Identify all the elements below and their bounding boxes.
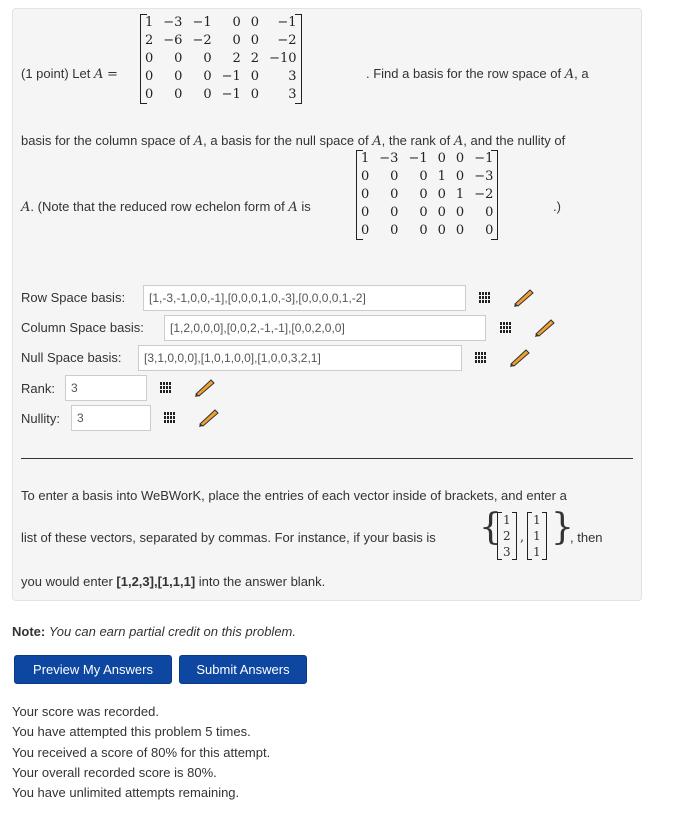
- rank-input[interactable]: 3: [65, 375, 147, 401]
- var-a: A: [94, 67, 104, 82]
- equation-editor-icon[interactable]: [163, 412, 175, 423]
- status-overall: Your overall recorded score is 80%.: [12, 764, 217, 780]
- matrix-entry: 0: [437, 223, 446, 238]
- pencil-icon[interactable]: [197, 407, 221, 427]
- matrix-entry: −3: [163, 15, 183, 30]
- matrix-entry: 0: [232, 33, 241, 48]
- matrix-entry: 0: [361, 205, 370, 220]
- matrix-entry: 3: [288, 69, 297, 84]
- matrix-entry: 2: [232, 51, 241, 66]
- matrix-row: [140, 50, 302, 68]
- matrix-entry: −2: [474, 187, 494, 202]
- matrix-entry: 0: [455, 223, 465, 238]
- matrix-entry: −1: [221, 69, 241, 84]
- vector-entry: 1: [533, 529, 541, 543]
- matrix-entry: 1: [361, 151, 370, 166]
- null-space-label: Null Space basis:: [21, 350, 122, 365]
- matrix-entry: 0: [390, 223, 399, 238]
- vector-entry: 2: [503, 529, 511, 543]
- equation-editor-icon[interactable]: [499, 322, 511, 333]
- matrix-entry: 0: [419, 187, 428, 202]
- equation-editor-icon[interactable]: [474, 352, 486, 363]
- matrix-entry: 0: [455, 151, 465, 166]
- vector-entry: 1: [503, 513, 511, 527]
- vector-entry: 3: [503, 545, 511, 559]
- matrix-entry: 1: [455, 187, 465, 202]
- pencil-icon[interactable]: [508, 347, 532, 367]
- vector-comma: ,: [520, 530, 525, 545]
- nullity-label: Nullity:: [21, 411, 61, 426]
- help-line1: To enter a basis into WeBWorK, place the entries of each vector inside of brackets, and enter a: [21, 488, 567, 503]
- matrix-a: [140, 14, 302, 104]
- matrix-entry: 0: [361, 223, 370, 238]
- matrix-entry: 0: [145, 87, 154, 102]
- preview-answers-button[interactable]: Preview My Answers: [14, 655, 172, 684]
- row-space-label: Row Space basis:: [21, 290, 126, 305]
- matrix-rref: [356, 150, 498, 240]
- partial-credit-note: Note: You can earn partial credit on this problem.: [12, 624, 296, 639]
- find-text: . Find a basis for the row space of A, a: [366, 66, 589, 82]
- equation-editor-icon[interactable]: [159, 382, 171, 393]
- matrix-entry: −2: [277, 33, 297, 48]
- matrix-row: [140, 86, 302, 104]
- matrix-entry: 0: [390, 205, 399, 220]
- status-received: You received a score of 80% for this attempt.: [12, 744, 271, 760]
- matrix-row: [140, 68, 302, 86]
- example-vector-1: [497, 512, 517, 560]
- pencil-icon[interactable]: [512, 287, 536, 307]
- matrix-entry: 0: [174, 87, 183, 102]
- status-recorded: Your score was recorded.: [12, 704, 159, 719]
- line2-text: basis for the column space of A, a basis for the null space of A, the rank of A, and the nullity of: [21, 133, 566, 149]
- help-line3: you would enter [1,2,3],[1,1,1] into the answer blank.: [21, 574, 326, 589]
- matrix-entry: 0: [250, 33, 260, 48]
- status-attempted: You have attempted this problem 5 times.: [12, 724, 251, 740]
- matrix-entry: 0: [485, 223, 494, 238]
- matrix-entry: 0: [419, 169, 428, 184]
- note-close: .): [553, 199, 561, 214]
- matrix-row: [140, 32, 302, 50]
- matrix-entry: 0: [174, 69, 183, 84]
- matrix-entry: 0: [203, 51, 212, 66]
- matrix-entry: −2: [192, 33, 212, 48]
- matrix-entry: 0: [361, 169, 370, 184]
- matrix-entry: 0: [437, 205, 446, 220]
- matrix-entry: −1: [277, 15, 297, 30]
- matrix-entry: −1: [221, 87, 241, 102]
- col-space-label: Column Space basis:: [21, 320, 144, 335]
- matrix-entry: −1: [474, 151, 494, 166]
- matrix-entry: 0: [203, 87, 212, 102]
- matrix-row: [356, 186, 498, 204]
- submit-answers-button[interactable]: Submit Answers: [179, 655, 307, 684]
- note-rref-text: A. (Note that the reduced row echelon form of A is: [21, 199, 311, 215]
- matrix-entry: −10: [269, 51, 297, 66]
- matrix-entry: 1: [437, 169, 446, 184]
- matrix-entry: 1: [145, 15, 154, 30]
- matrix-entry: 2: [250, 51, 260, 66]
- matrix-entry: 0: [455, 205, 465, 220]
- row-space-input[interactable]: [1,-3,-1,0,0,-1],[0,0,0,1,0,-3],[0,0,0,0,1,-2]: [143, 285, 466, 311]
- col-space-input[interactable]: [1,2,0,0,0],[0,0,2,-1,-1],[0,0,2,0,0]: [164, 315, 486, 341]
- matrix-row: [356, 204, 498, 222]
- matrix-entry: −1: [192, 15, 212, 30]
- example-vector-2: [527, 512, 547, 560]
- matrix-row: [356, 222, 498, 240]
- matrix-entry: 3: [288, 87, 297, 102]
- matrix-entry: 0: [390, 169, 399, 184]
- matrix-entry: −1: [408, 151, 428, 166]
- matrix-entry: 2: [145, 33, 154, 48]
- matrix-entry: 0: [419, 223, 428, 238]
- vector-entry: 1: [533, 513, 541, 527]
- matrix-entry: 0: [250, 69, 260, 84]
- matrix-entry: 0: [485, 205, 494, 220]
- vector-entry: 1: [533, 545, 541, 559]
- help-line2: list of these vectors, separated by commas. For instance, if your basis is: [21, 530, 436, 545]
- matrix-entry: 0: [390, 187, 399, 202]
- null-space-input[interactable]: [3,1,0,0,0],[1,0,1,0,0],[1,0,0,3,2,1]: [138, 345, 462, 371]
- matrix-entry: 0: [419, 205, 428, 220]
- matrix-entry: 0: [203, 69, 212, 84]
- nullity-input[interactable]: 3: [71, 405, 151, 431]
- divider: [21, 458, 633, 459]
- status-remaining: You have unlimited attempts remaining.: [12, 785, 240, 801]
- matrix-entry: 0: [250, 87, 260, 102]
- points-text: (1 point) Let A =: [21, 66, 118, 82]
- matrix-entry: 0: [250, 15, 260, 30]
- help-then: , then: [570, 530, 603, 545]
- pencil-icon[interactable]: [193, 377, 217, 397]
- matrix-row: [356, 168, 498, 186]
- set-close-brace: }: [551, 507, 574, 548]
- matrix-entry: −6: [163, 33, 183, 48]
- set-open-brace: {: [479, 507, 502, 548]
- matrix-entry: −3: [474, 169, 494, 184]
- matrix-entry: 0: [361, 187, 370, 202]
- score-status: [12, 702, 270, 803]
- rank-label: Rank:: [21, 381, 55, 396]
- matrix-entry: 0: [174, 51, 183, 66]
- matrix-entry: 0: [437, 187, 446, 202]
- matrix-entry: 0: [145, 69, 154, 84]
- matrix-entry: 0: [455, 169, 465, 184]
- matrix-row: [356, 150, 498, 168]
- matrix-entry: −3: [379, 151, 399, 166]
- matrix-entry: 0: [232, 15, 241, 30]
- matrix-row: [140, 14, 302, 32]
- pencil-icon[interactable]: [533, 317, 557, 337]
- matrix-entry: 0: [145, 51, 154, 66]
- equation-editor-icon[interactable]: [478, 292, 490, 303]
- matrix-entry: 0: [437, 151, 446, 166]
